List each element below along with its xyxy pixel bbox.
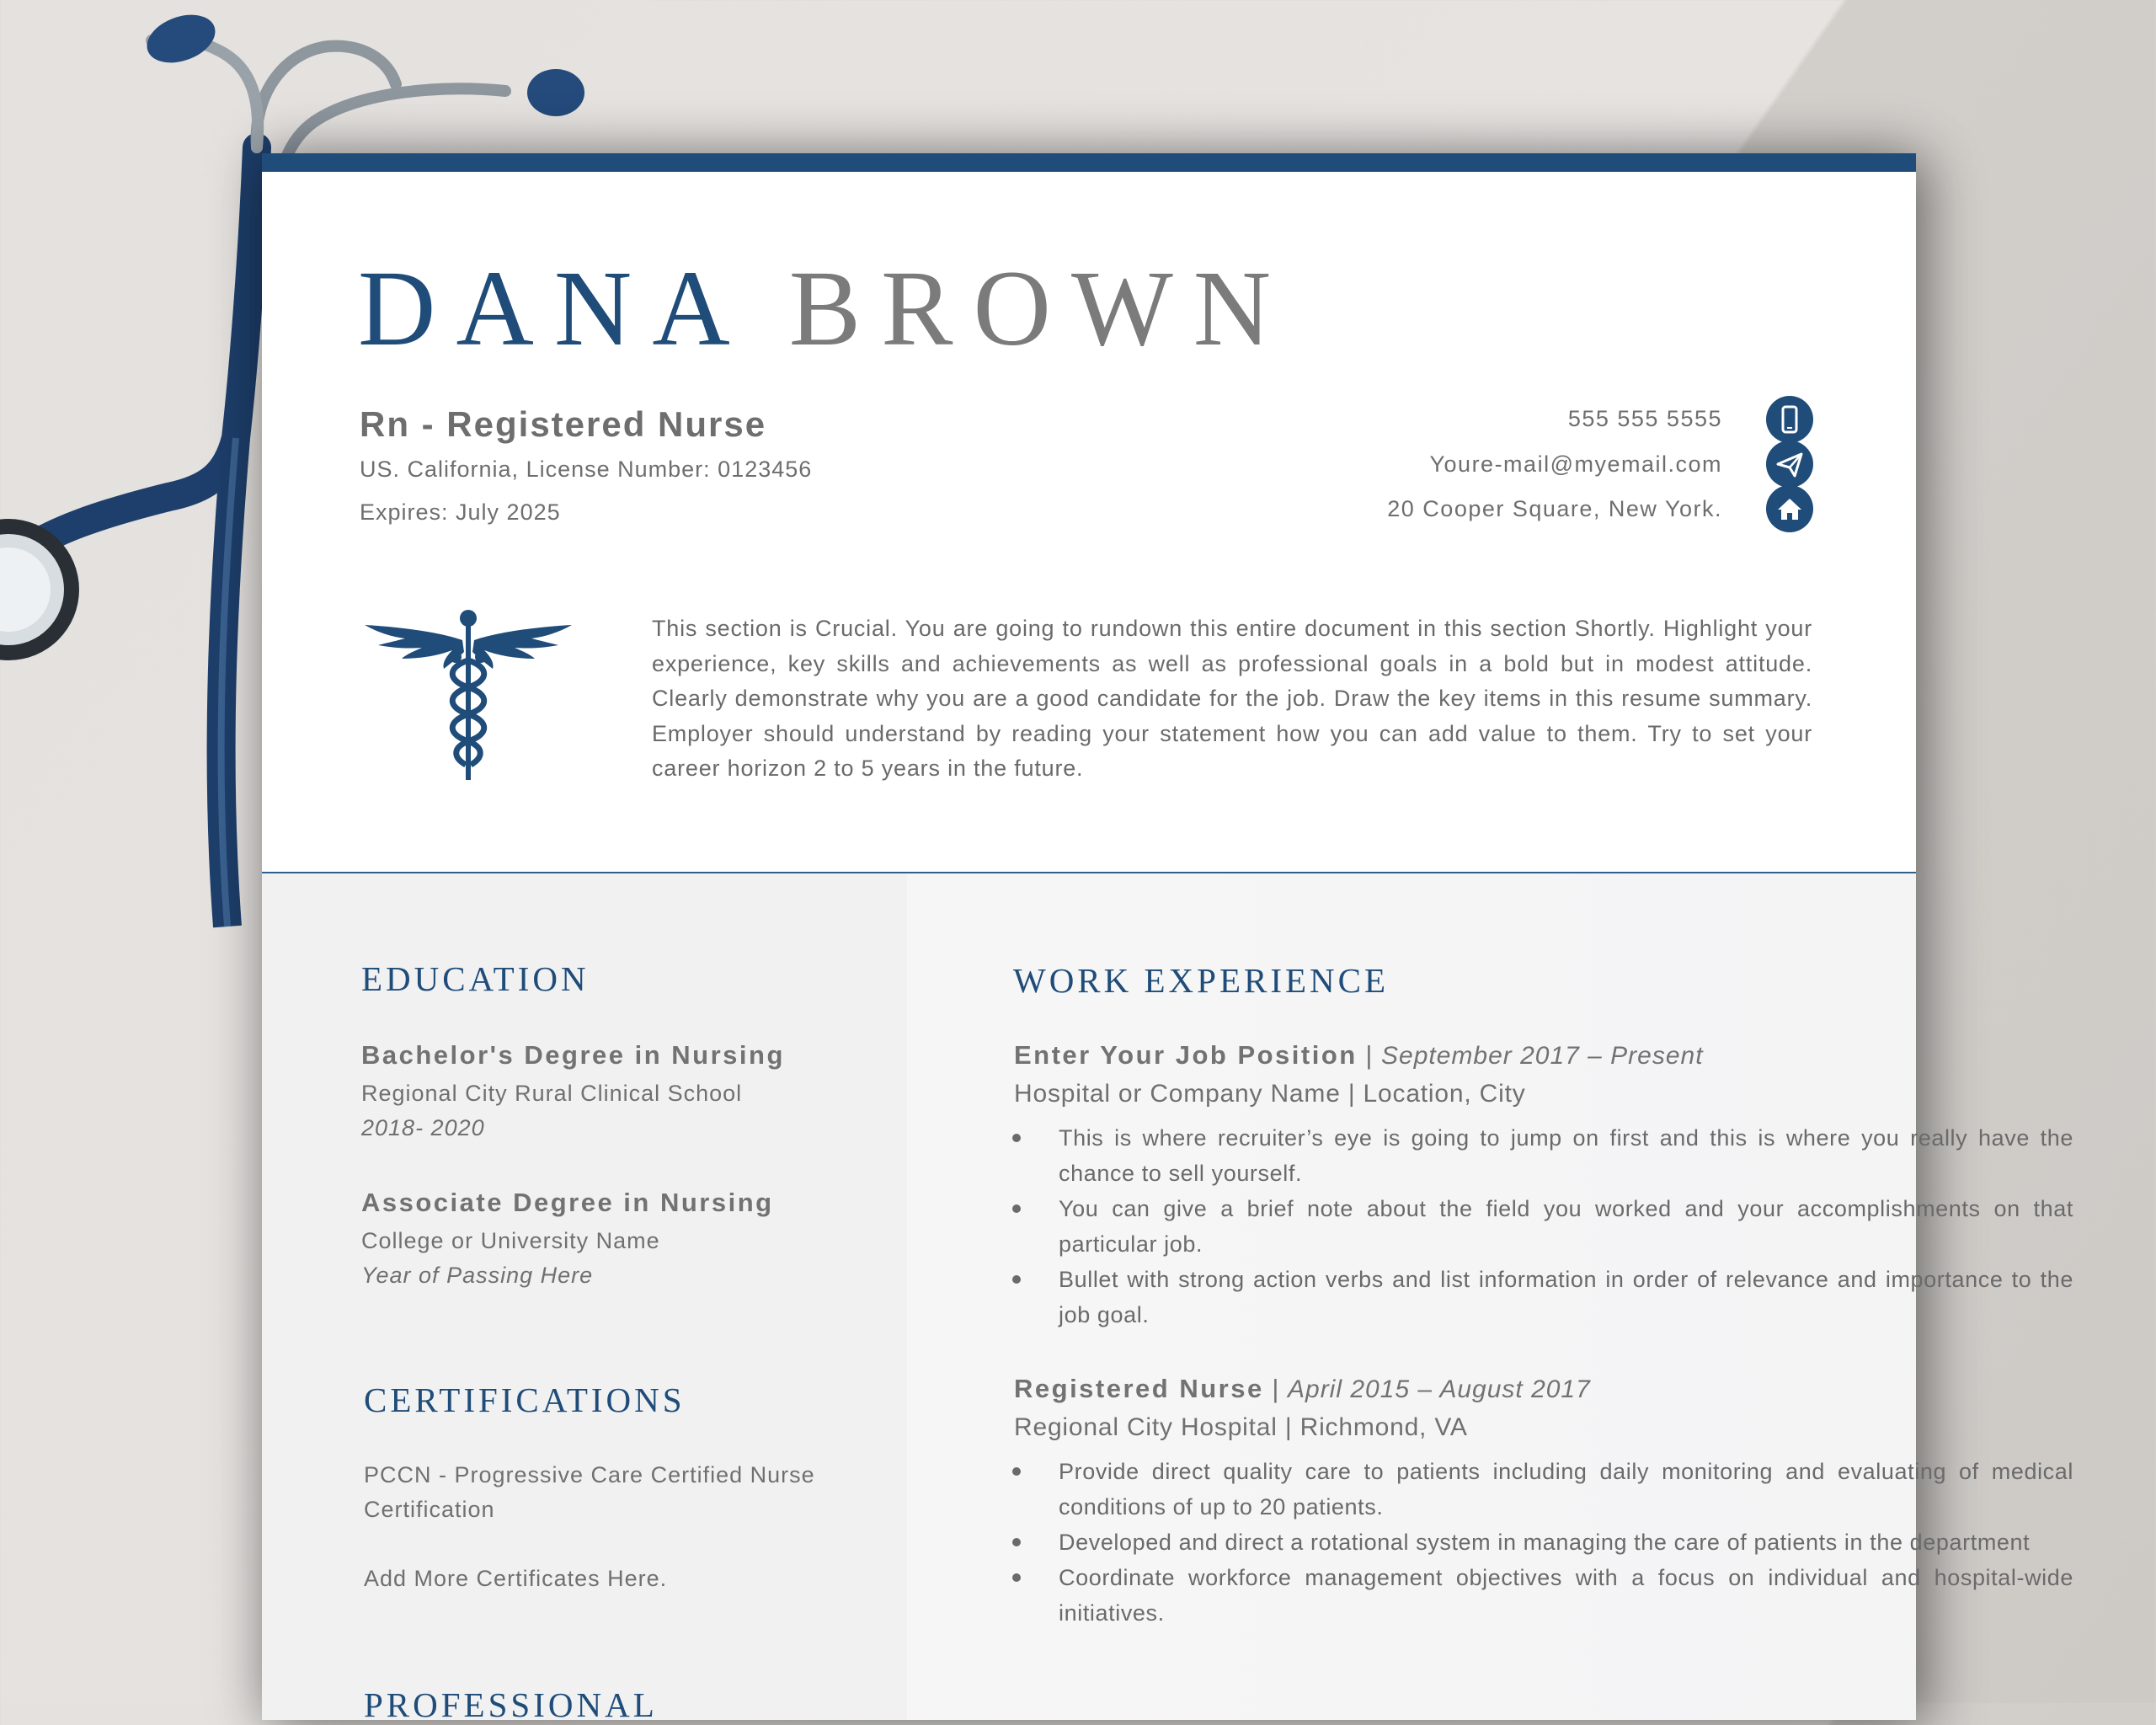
school-name: College or University Name (361, 1228, 660, 1253)
degree-years: Year of Passing Here (361, 1263, 594, 1288)
job-position: Enter Your Job Position (1014, 1040, 1358, 1070)
bullet-item: Bullet with strong action verbs and list information in order of relevance and importance to the job goal. (1059, 1262, 2073, 1332)
address-text: 20 Cooper Square, New York. (1387, 496, 1722, 521)
bullet-item: Coordinate workforce management objectives with a focus on individual and hospital-wide initiatives. (1059, 1560, 2073, 1631)
phone-text: 555 555 5555 (1567, 406, 1722, 431)
license-expiry: Expires: July 2025 (360, 499, 561, 525)
professional-heading: PROFESSIONAL (364, 1685, 658, 1724)
certifications-heading: CERTIFICATIONS (364, 1381, 686, 1419)
job-dates: September 2017 – Present (1381, 1042, 1704, 1070)
job-title-line: Enter Your Job Position | September 2017 – Present (1014, 1040, 1704, 1070)
degree-title: Associate Degree in Nursing (361, 1188, 774, 1217)
email-text: Youre-mail@myemail.com (1429, 451, 1722, 477)
bullet-item: You can give a brief note about the field you worked and your accomplishments on that particular job. (1059, 1191, 2073, 1262)
bullet-item: Provide direct quality care to patients including daily monitoring and evaluating of medical conditions of up to 20 patients. (1059, 1454, 2073, 1525)
school-name: Regional City Rural Clinical School (361, 1081, 743, 1106)
caduceus-icon (363, 608, 574, 785)
bullet-item: This is where recruiter’s eye is going to jump on first and this is where you really have the chance to sell yourself. (1059, 1120, 2073, 1191)
home-icon (1766, 485, 1813, 532)
degree-years: 2018- 2020 (361, 1115, 485, 1140)
send-icon (1766, 441, 1813, 488)
job-role: Rn - Registered Nurse (360, 404, 767, 444)
certification-item-cont: Certification (364, 1497, 495, 1522)
last-name: BROWN (788, 248, 1292, 368)
job-position: Registered Nurse (1014, 1374, 1264, 1403)
phone-icon (1766, 396, 1813, 443)
candidate-name (358, 248, 1292, 368)
header-accent-bar (262, 153, 1916, 172)
job-bullets (1059, 1454, 2073, 1631)
first-name: DANA (358, 248, 750, 368)
education-heading: EDUCATION (361, 959, 590, 998)
job-company: Regional City Hospital | Richmond, VA (1014, 1413, 1468, 1441)
job-title-line: Registered Nurse | April 2015 – August 2017 (1014, 1374, 1591, 1403)
degree-title: Bachelor's Degree in Nursing (361, 1040, 785, 1070)
certification-item: PCCN - Progressive Care Certified Nurse (364, 1462, 815, 1487)
resume-page (262, 153, 2073, 1724)
license-number: US. California, License Number: 0123456 (360, 457, 813, 482)
job-dates: April 2015 – August 2017 (1288, 1375, 1591, 1403)
profile-summary: This section is Crucial. You are going to rundown this entire document in this section Shortly. Highlight your experience, key skills and achievements as well as professional goals in a bold but in modest attitude. Clearly demonstrate why you are a good candidate for the job. Draw the key items in this resume summary. Employer should understand by reading your statement how you can add value to them. Try to set your career horizon 2 to 5 years in the future. (652, 616, 1812, 781)
work-experience-heading: WORK EXPERIENCE (1013, 961, 1390, 1000)
job-company: Hospital or Company Name | Location, City (1014, 1080, 1526, 1108)
bullet-item: Developed and direct a rotational system in managing the care of patients in the department (1059, 1525, 2073, 1560)
job-bullets (1059, 1120, 2073, 1332)
certification-add-more: Add More Certificates Here. (364, 1566, 668, 1591)
